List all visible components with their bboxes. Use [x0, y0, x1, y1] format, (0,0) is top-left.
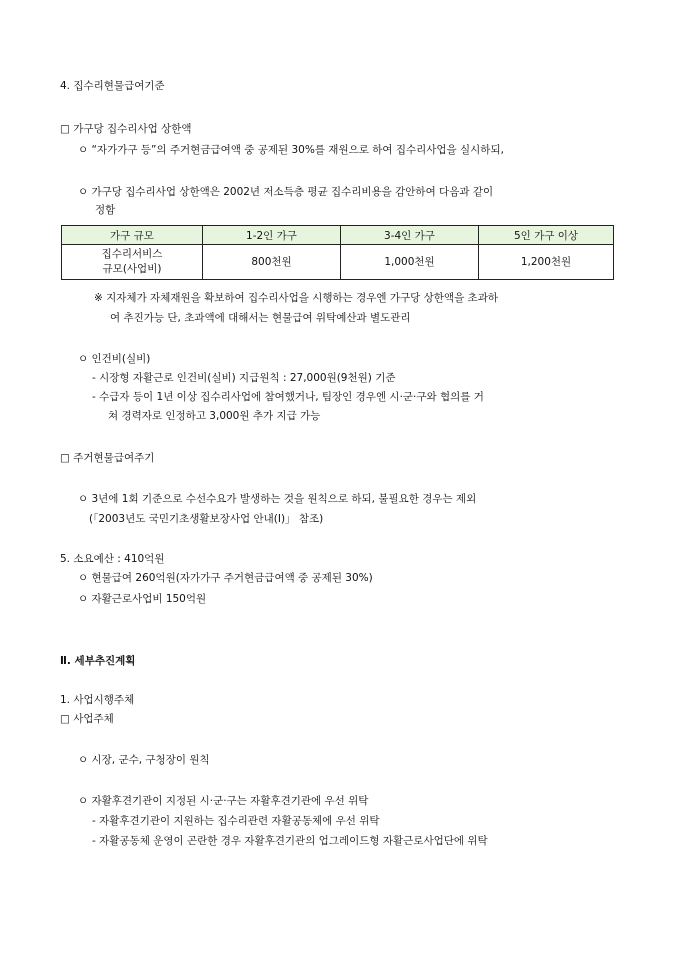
table-row-label [62, 245, 203, 280]
table-header-cell: 가구 규모 [62, 226, 203, 245]
budget-bullet-1: ㅇ 현물급여 260억원(자가가구 주거현금급여액 중 공제된 30%) [78, 572, 373, 584]
table-header-cell: 1-2인 가구 [203, 226, 341, 245]
table-cell: 800천원 [203, 245, 341, 280]
section-4-heading: 4. 집수리현물급여기준 [60, 80, 165, 92]
table-header-row [62, 226, 614, 245]
labor-heading: ㅇ 인건비(실비) [78, 353, 151, 365]
entity-detail-1: - 자활후견기관이 지원하는 집수리관련 자활공동체에 우선 위탁 [92, 815, 380, 827]
part-2-heading: Ⅱ. 세부추진계획 [60, 655, 136, 667]
entity-bullet-1: ㅇ 시장, 군수, 구청장이 원칙 [78, 754, 210, 766]
row-label-line-2: 규모(사업비) [102, 263, 162, 275]
budget-bullet-2: ㅇ 자활근로사업비 150억원 [78, 593, 207, 605]
cap-heading: □ 가구당 집수리사업 상한액 [60, 123, 192, 135]
cap-bullet-1: ㅇ “자가가구 등”의 주거현금급여액 중 공제된 30%를 재원으로 하여 집수리사업을 실시하되, [78, 144, 504, 156]
cycle-bullet-line-2: (「2003년도 국민기초생활보장사업 안내(Ⅰ)」 참조) [89, 513, 324, 525]
labor-detail-2-line-1: - 수급자 등이 1년 이상 집수리사업에 참여했거나, 팀장인 경우엔 시·군·구와 협의를 거 [92, 391, 484, 403]
labor-detail-1: - 시장형 자활근로 인건비(실비) 지급원칙 : 27,000원(9천원) 기준 [92, 372, 396, 384]
labor-detail-2-line-2: 쳐 경력자로 인정하고 3,000원 추가 지급 가능 [108, 410, 321, 422]
cap-table [61, 225, 614, 280]
section-1-heading: 1. 사업시행주체 [60, 694, 135, 706]
entity-subheading: □ 사업주체 [60, 713, 114, 725]
table-cell: 1,200천원 [479, 245, 614, 280]
table-cell: 1,000천원 [341, 245, 479, 280]
cap-bullet-2-line-2: 정함 [95, 204, 116, 216]
table-row [62, 245, 614, 280]
note-line-1: ※ 지자체가 자체재원을 확보하여 집수리사업을 시행하는 경우엔 가구당 상한액을 초과하 [94, 292, 498, 304]
cap-bullet-2-line-1: ㅇ 가구당 집수리사업 상한액은 2002년 저소득층 평균 집수리비용을 감안하여 다음과 같이 [78, 186, 494, 198]
note-line-2: 여 추진가능 단, 초과액에 대해서는 현물급여 위탁예산과 별도관리 [110, 312, 411, 324]
entity-bullet-2: ㅇ 자활후견기관이 지정된 시·군·구는 자활후견기관에 우선 위탁 [78, 795, 369, 807]
cycle-heading: □ 주거현물급여주기 [60, 452, 155, 464]
table-header-cell: 3-4인 가구 [341, 226, 479, 245]
cycle-bullet-line-1: ㅇ 3년에 1회 기준으로 수선수요가 발생하는 것을 원칙으로 하되, 불필요한 경우는 제외 [78, 493, 477, 505]
section-5-heading: 5. 소요예산 : 410억원 [60, 553, 165, 565]
table-header-cell: 5인 가구 이상 [479, 226, 614, 245]
entity-detail-2: - 자활공동체 운영이 곤란한 경우 자활후견기관의 업그레이드형 자활근로사업단에 위탁 [92, 835, 488, 847]
row-label-line-1: 집수리서비스 [101, 248, 163, 260]
